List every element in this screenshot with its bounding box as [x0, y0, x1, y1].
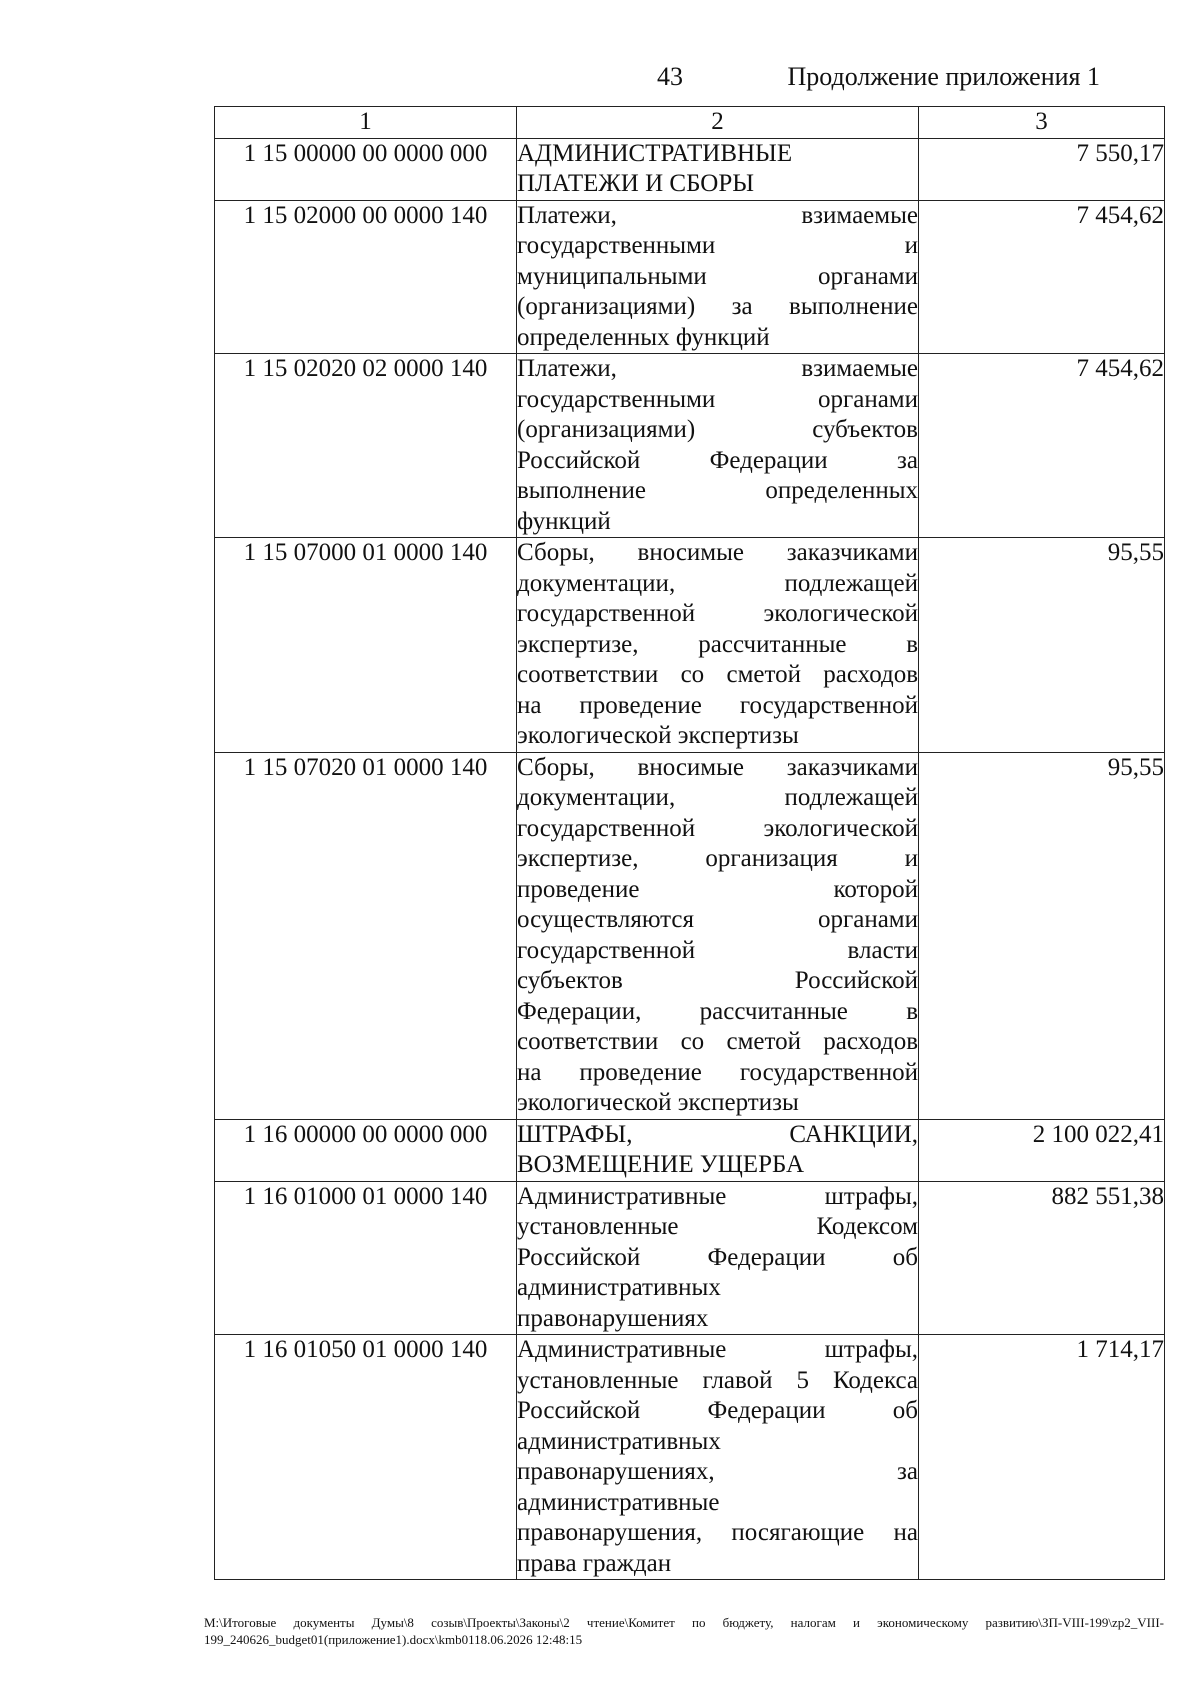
revenue-name-line: экологической экспертизы	[517, 722, 799, 749]
revenue-name-line: (организациями) за выполнение	[517, 293, 918, 320]
revenue-name-line: Российской Федерации об	[517, 1397, 918, 1424]
amount-cell: 1 714,17	[919, 1335, 1165, 1580]
revenue-name-cell	[517, 1335, 919, 1580]
revenue-name-line: Платежи, взимаемые	[517, 355, 918, 382]
document-path-footer: M:\Итоговые документы Думы\8 созыв\Проекты\Законы\2 чтение\Комитет по бюджету, налогам и экономическому развитию\ЗП-VIII-199\zp2_VIII-199_240626_budget01(приложение1).docx\kmb0118.06.2026 12:48:15	[204, 1615, 1164, 1647]
column-header-3: 3	[919, 107, 1165, 139]
revenue-name-line: Российской Федерации об	[517, 1243, 918, 1271]
revenue-name-line: права граждан	[517, 1549, 672, 1577]
revenue-name-line: установленные главой 5 Кодекса	[517, 1366, 918, 1394]
revenue-name-line: на проведение государственной	[517, 1058, 918, 1086]
revenue-name-line: Федерации, рассчитанные в	[517, 997, 918, 1025]
revenue-name-line: функций	[517, 507, 611, 535]
table-header-row	[215, 107, 1165, 139]
budget-code-cell: 1 15 02000 00 0000 140	[215, 200, 517, 354]
revenue-name-line: Административные штрафы,	[517, 1182, 918, 1210]
revenue-name-line: государственными и	[517, 232, 918, 259]
budget-code-cell: 1 15 07000 01 0000 140	[215, 538, 517, 753]
revenue-name-line: государственной экологической	[517, 600, 918, 627]
column-header-2: 2	[517, 107, 919, 139]
revenue-name-line: ВОЗМЕЩЕНИЕ УЩЕРБА	[517, 1151, 805, 1178]
budget-code-cell: 1 15 00000 00 0000 000	[215, 138, 517, 200]
revenue-name-line: на проведение государственной	[517, 691, 918, 719]
revenue-name-line: Сборы, вносимые заказчиками	[517, 539, 918, 566]
revenue-name-line: правонарушениях	[517, 1304, 709, 1332]
amount-cell: 2 100 022,41	[919, 1119, 1165, 1181]
revenue-name-line: муниципальными органами	[517, 262, 918, 290]
budget-code-cell: 1 16 00000 00 0000 000	[215, 1119, 517, 1181]
amount-cell: 95,55	[919, 538, 1165, 753]
budget-table	[214, 106, 1165, 1580]
revenue-name-cell	[517, 200, 919, 354]
amount-cell: 95,55	[919, 752, 1165, 1119]
revenue-name-line: соответствии со сметой расходов	[517, 661, 918, 688]
revenue-name-line: субъектов Российской	[517, 967, 918, 994]
table-row	[215, 1119, 1165, 1181]
revenue-name-line: установленные Кодексом	[517, 1213, 918, 1240]
table-row	[215, 138, 1165, 200]
amount-cell: 7 454,62	[919, 200, 1165, 354]
table-row	[215, 200, 1165, 354]
revenue-name-line: Российской Федерации за	[517, 446, 918, 474]
revenue-name-cell	[517, 1119, 919, 1181]
revenue-name-cell	[517, 752, 919, 1119]
revenue-name-line: соответствии со сметой расходов	[517, 1028, 918, 1055]
table-row	[215, 354, 1165, 538]
revenue-name-cell	[517, 354, 919, 538]
revenue-name-line: Платежи, взимаемые	[517, 201, 918, 229]
table-row	[215, 1335, 1165, 1580]
revenue-name-line: правонарушения, посягающие на	[517, 1519, 918, 1546]
revenue-name-line: осуществляются органами	[517, 906, 918, 933]
page-number: 43	[657, 62, 683, 91]
revenue-name-line: документации, подлежащей	[517, 569, 918, 597]
amount-cell: 7 454,62	[919, 354, 1165, 538]
budget-code-cell: 1 15 02020 02 0000 140	[215, 354, 517, 538]
revenue-name-line: Административные штрафы,	[517, 1336, 918, 1363]
revenue-name-line: административных	[517, 1427, 721, 1455]
revenue-name-line: АДМИНИСТРАТИВНЫЕ	[517, 139, 793, 167]
revenue-name-line: (организациями) субъектов	[517, 416, 918, 443]
amount-cell: 882 551,38	[919, 1181, 1165, 1335]
budget-code-cell: 1 16 01000 01 0000 140	[215, 1181, 517, 1335]
table-row	[215, 538, 1165, 753]
revenue-name-line: экологической экспертизы	[517, 1089, 799, 1116]
revenue-name-cell	[517, 138, 919, 200]
column-header-1: 1	[215, 107, 517, 139]
amount-cell: 7 550,17	[919, 138, 1165, 200]
table-body	[215, 138, 1165, 1580]
revenue-name-line: ШТРАФЫ, САНКЦИИ,	[517, 1120, 918, 1148]
revenue-name-line: государственными органами	[517, 385, 918, 413]
table-row	[215, 752, 1165, 1119]
revenue-name-line: документации, подлежащей	[517, 784, 918, 811]
revenue-name-cell	[517, 538, 919, 753]
revenue-name-line: административных	[517, 1274, 721, 1301]
revenue-name-line: правонарушениях, за	[517, 1458, 918, 1485]
revenue-name-line: проведение которой	[517, 875, 918, 903]
budget-code-cell: 1 15 07020 01 0000 140	[215, 752, 517, 1119]
budget-code-cell: 1 16 01050 01 0000 140	[215, 1335, 517, 1580]
revenue-name-line: Сборы, вносимые заказчиками	[517, 753, 918, 781]
revenue-name-line: государственной власти	[517, 936, 918, 964]
table-row	[215, 1181, 1165, 1335]
revenue-name-line: экспертизе, рассчитанные в	[517, 630, 918, 658]
revenue-name-line: выполнение определенных	[517, 477, 918, 504]
revenue-name-line: ПЛАТЕЖИ И СБОРЫ	[517, 170, 755, 197]
revenue-name-cell	[517, 1181, 919, 1335]
continuation-caption: Продолжение приложения 1	[787, 62, 1100, 91]
revenue-name-line: административные	[517, 1488, 720, 1516]
revenue-name-line: государственной экологической	[517, 814, 918, 842]
revenue-name-line: экспертизе, организация и	[517, 845, 918, 872]
revenue-name-line: определенных функций	[517, 323, 770, 351]
